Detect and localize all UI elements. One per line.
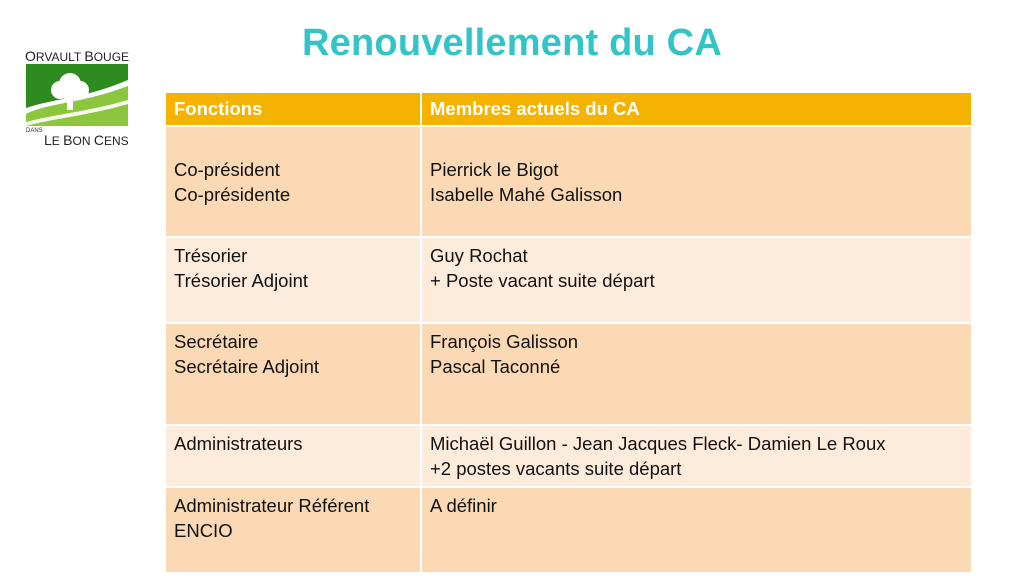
logo-dans-text: DANS xyxy=(26,128,43,134)
fonction-line: Trésorier xyxy=(174,245,248,266)
table-row xyxy=(166,238,971,324)
membres-cell xyxy=(422,426,971,486)
fonction-line: Administrateurs xyxy=(174,433,303,454)
table-row xyxy=(166,127,971,238)
membre-line: Michaël Guillon - Jean Jacques Fleck- Damien Le Roux xyxy=(430,433,886,454)
membres-cell xyxy=(422,488,971,572)
fonction-line: Secrétaire Adjoint xyxy=(174,356,320,377)
fonctions-cell xyxy=(166,238,422,322)
membre-line: Pierrick le Bigot xyxy=(430,159,559,180)
membre-line: François Galisson xyxy=(430,331,579,352)
membre-line: + Poste vacant suite départ xyxy=(430,270,655,291)
logo-top-text: ORVAULT BOUGE xyxy=(25,48,130,64)
table-header-row xyxy=(166,93,971,127)
membres-cell xyxy=(422,238,971,322)
fonctions-cell xyxy=(166,488,422,572)
membre-line: A définir xyxy=(430,495,497,516)
table-row xyxy=(166,324,971,426)
header-fonctions: Fonctions xyxy=(166,93,422,125)
fonction-line: Co-président xyxy=(174,159,280,180)
membre-line: Pascal Taconné xyxy=(430,356,561,377)
fonctions-cell xyxy=(166,127,422,236)
fonction-line: Administrateur Référent xyxy=(174,495,370,516)
ca-members-table xyxy=(166,93,971,574)
fonction-line: ENCIO xyxy=(174,520,233,541)
logo-bottom-text: LE BON CENS xyxy=(44,132,129,148)
fonctions-cell xyxy=(166,426,422,486)
fonction-line: Trésorier Adjoint xyxy=(174,270,309,291)
membre-line: +2 postes vacants suite départ xyxy=(430,458,682,479)
fonction-line: Co-présidente xyxy=(174,184,291,205)
tree-logo-icon xyxy=(26,64,128,126)
membres-cell xyxy=(422,127,971,236)
membre-line: Guy Rochat xyxy=(430,245,528,266)
fonctions-cell xyxy=(166,324,422,424)
fonction-line: Secrétaire xyxy=(174,331,259,352)
table-row xyxy=(166,426,971,488)
logo xyxy=(22,48,130,152)
membres-cell xyxy=(422,324,971,424)
membre-line: Isabelle Mahé Galisson xyxy=(430,184,623,205)
table-row xyxy=(166,488,971,574)
slide-title: Renouvellement du CA xyxy=(302,22,722,64)
header-membres: Membres actuels du CA xyxy=(422,93,971,125)
